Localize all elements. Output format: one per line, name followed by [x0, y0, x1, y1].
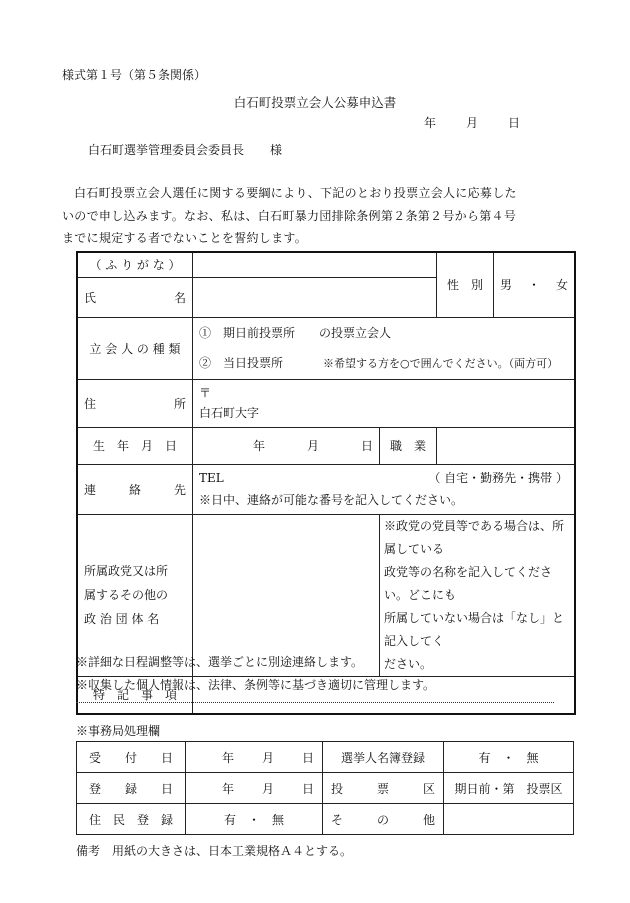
type-option-early[interactable]: ① 期日前投票所 の投票立会人 [199, 325, 392, 340]
other-value[interactable] [444, 804, 574, 835]
date-month: 月 [466, 116, 479, 130]
furigana-field[interactable] [193, 252, 437, 277]
resident-label: 住 民 登 録 [77, 804, 186, 835]
name-label: 氏 名 [77, 277, 193, 317]
address-label: 住 所 [77, 379, 193, 427]
date-year: 年 [424, 116, 437, 130]
registered-date[interactable]: 年 月 日 [186, 773, 323, 804]
dob-field[interactable]: 年 月 日 [193, 427, 380, 464]
pledge-line-1: 白石町投票立会人選任に関する要綱により、下記のとおり投票立会人に応募した [74, 186, 517, 200]
address-field[interactable] [193, 379, 576, 427]
district-value[interactable]: 期日前・第 投票区 [444, 773, 574, 804]
contact-note: ※日中、連絡が可能な番号を記入してください。 [199, 493, 464, 507]
other-label: そ の 他 [323, 804, 444, 835]
contact-field[interactable] [193, 464, 576, 514]
occupation-field[interactable] [437, 427, 576, 464]
addressee [88, 141, 282, 158]
type-note: ※希望する方を○で囲んでください。（両方可） [323, 356, 559, 370]
note-privacy: ※収集した個人情報は、法律、条例等に基づき適切に管理します。 [76, 678, 436, 692]
voter-list-value[interactable]: 有 ・ 無 [444, 742, 574, 773]
addressee-suffix: 様 [270, 143, 283, 157]
sex-male[interactable]: 男 [500, 278, 513, 293]
pledge-text [62, 182, 562, 250]
form-title: 白石町投票立会人公募申込書 [233, 95, 397, 110]
address-prefix: 白石町大字 [199, 406, 260, 420]
district-label: 投 票 区 [323, 773, 444, 804]
furigana-label: （ ふ り が な ） [77, 252, 193, 277]
addressee-name: 白石町選挙管理委員会委員長 [88, 143, 245, 157]
sex-label: 性 別 [437, 252, 494, 317]
tel-type[interactable]: （ 自宅・勤務先・携帯 ） [428, 471, 568, 485]
type-field[interactable] [193, 317, 576, 379]
note-schedule: ※詳細な日程調整等は、選挙ごとに別途連絡します。 [76, 655, 364, 669]
party-note: ※政党の党員等である場合は、所属している 政党等の名称を記入してください。どこにも 所属していない場合は「なし」と記入してく ださい。 [380, 514, 576, 676]
received-label: 受 付 日 [77, 742, 186, 773]
date-day: 日 [508, 116, 521, 130]
occupation-label: 職 業 [380, 427, 437, 464]
party-field[interactable] [193, 514, 380, 676]
office-table [76, 741, 574, 835]
resident-value[interactable]: 有 ・ 無 [186, 804, 323, 835]
application-form-table [76, 251, 576, 715]
type-option-same-day[interactable]: ② 当日投票所 ※希望する方を○で囲んでください。（両方可） [199, 355, 559, 370]
voter-list-label: 選挙人名簿登録 [323, 742, 444, 773]
sex-female[interactable]: 女 [555, 278, 568, 293]
office-section-title: ※事務局処理欄 [76, 724, 161, 738]
type-label: 立 会 人 の 種 類 [77, 317, 193, 379]
pledge-line-3: までに規定する者でないことを誓約します。 [62, 231, 308, 245]
registered-label: 登 録 日 [77, 773, 186, 804]
tel-label: TEL [199, 471, 224, 485]
contact-label: 連 絡 先 [77, 464, 193, 514]
dob-label: 生 年 月 日 [77, 427, 193, 464]
postal-mark: 〒 [199, 386, 212, 400]
footer-note: 備考 用紙の大きさは、日本工業規格Ａ４とする。 [76, 844, 353, 858]
form-number: 様式第１号（第５条関係） [62, 68, 207, 82]
party-label: 所属政党又は所 属するその他の 政 治 団 体 名 [77, 514, 193, 676]
pledge-line-2: いので申し込みます。なお、私は、白石町暴力団排除条例第２条第２号から第４号 [62, 208, 517, 223]
sex-separator: ・ [527, 278, 540, 293]
remarks-label: 特 記 事 項 [77, 676, 193, 714]
name-field[interactable] [193, 277, 437, 317]
application-date [424, 114, 550, 131]
cut-line [76, 702, 554, 703]
received-date[interactable]: 年 月 日 [186, 742, 323, 773]
sex-field[interactable] [494, 252, 576, 317]
